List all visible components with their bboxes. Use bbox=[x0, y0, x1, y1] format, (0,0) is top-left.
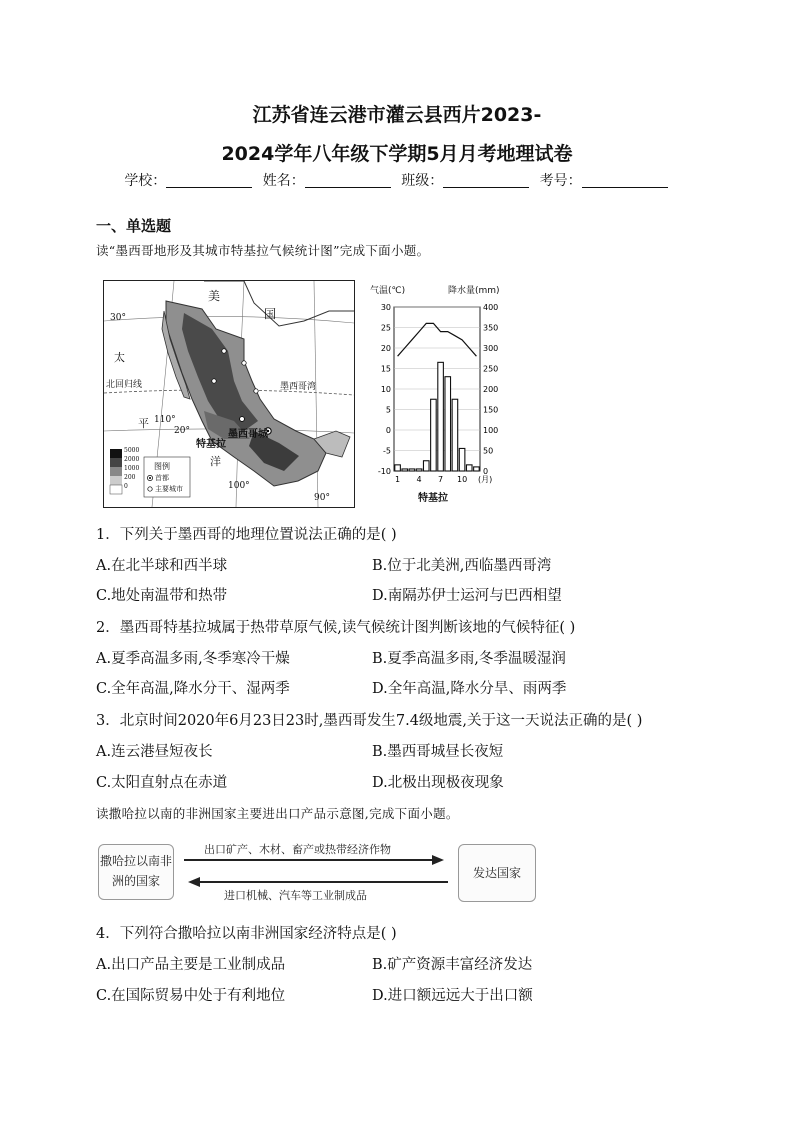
map-lat30: 30° bbox=[110, 313, 126, 323]
trade-flow-diagram bbox=[98, 836, 538, 908]
precip-tick-label: 50 bbox=[483, 446, 494, 456]
map-ocean-3: 洋 bbox=[210, 455, 221, 468]
precip-bar bbox=[416, 469, 422, 471]
map-lon90: 90° bbox=[314, 493, 330, 503]
map-legend-title: 图例 bbox=[154, 462, 170, 471]
flow-box-developed: 发达国家 bbox=[458, 844, 536, 902]
question-3-option-a[interactable]: A.连云港昼短夜长 bbox=[96, 744, 213, 760]
map-ocean-1: 太 bbox=[114, 351, 125, 364]
month-tick-label: 1 bbox=[395, 475, 401, 484]
climate-chart bbox=[368, 283, 518, 508]
map-elev-200: 200 bbox=[124, 474, 136, 481]
question-1-option-a[interactable]: A.在北半球和西半球 bbox=[96, 558, 228, 574]
field-school-blank[interactable] bbox=[166, 173, 252, 188]
map-tropic: 北回归线 bbox=[106, 380, 143, 390]
field-school-label: 学校： bbox=[124, 173, 167, 189]
flow-box-africa: 撒哈拉以南非洲的国家 bbox=[98, 844, 174, 900]
question-3-option-d[interactable]: D.北极出现极夜现象 bbox=[372, 775, 504, 791]
intro-text-1: 读“墨西哥地形及其城市特基拉气候统计图”完成下面小题。 bbox=[96, 243, 430, 258]
page-title-line2: 2024学年八年级下学期5月月考地理试卷 bbox=[221, 143, 573, 165]
map-lon110: 110° bbox=[154, 415, 176, 425]
precip-tick-label: 150 bbox=[483, 405, 499, 415]
field-id-blank[interactable] bbox=[582, 173, 668, 188]
precip-bar bbox=[438, 362, 444, 471]
page-title-line1: 江苏省连云港市灌云县西片2023- bbox=[252, 104, 542, 126]
map-label-us-2: 国 bbox=[264, 307, 277, 321]
precip-tick-label: 0 bbox=[483, 467, 489, 476]
precip-tick-label: 350 bbox=[483, 323, 499, 333]
precip-bar bbox=[474, 467, 480, 471]
question-2-option-d[interactable]: D.全年高温,降水分旱、雨两季 bbox=[372, 681, 567, 697]
temp-tick-label: 0 bbox=[385, 426, 391, 435]
temperature-line bbox=[398, 323, 477, 356]
temp-tick-label: 20 bbox=[380, 344, 391, 353]
precip-bar bbox=[431, 399, 437, 471]
temp-tick-label: 5 bbox=[385, 405, 391, 415]
question-2-option-c[interactable]: C.全年高温,降水分干、湿两季 bbox=[96, 681, 290, 697]
question-2-option-a[interactable]: A.夏季高温多雨,冬季寒冷干燥 bbox=[96, 651, 290, 667]
month-tick-label: 4 bbox=[416, 475, 422, 484]
question-3-option-c[interactable]: C.太阳直射点在赤道 bbox=[96, 775, 228, 791]
field-class-blank[interactable] bbox=[443, 173, 529, 188]
map-city-capital: 墨西哥城 bbox=[228, 429, 268, 440]
info-fields bbox=[0, 170, 794, 190]
question-4-option-a[interactable]: A.出口产品主要是工业制成品 bbox=[96, 957, 286, 973]
precip-tick-label: 300 bbox=[483, 344, 499, 353]
precip-bar bbox=[445, 377, 451, 471]
question-4-option-c[interactable]: C.在国际贸易中处于有利地位 bbox=[96, 988, 286, 1004]
map-legend-capital: 首都 bbox=[155, 474, 169, 482]
map-elev-1000: 1000 bbox=[124, 465, 140, 472]
intro-text-2: 读撒哈拉以南的非洲国家主要进出口产品示意图,完成下面小题。 bbox=[96, 806, 459, 821]
temp-tick-label: 25 bbox=[380, 323, 391, 333]
precip-tick-label: 400 bbox=[483, 303, 499, 312]
question-1-option-d[interactable]: D.南隔苏伊士运河与巴西相望 bbox=[372, 588, 562, 604]
precip-bar bbox=[459, 448, 465, 471]
temp-tick-label: 30 bbox=[380, 303, 391, 312]
question-3-stem: 3．北京时间2020年6月23日23时,墨西哥发生7.4级地震,关于这一天说法正确的是( ) bbox=[96, 713, 643, 729]
field-name-label: 姓名： bbox=[262, 173, 305, 189]
climate-temp-label: 气温(℃) bbox=[370, 286, 406, 296]
precip-bar bbox=[423, 461, 429, 471]
map-elev-2000: 2000 bbox=[124, 456, 140, 463]
precip-bar bbox=[466, 465, 472, 471]
precip-tick-label: 200 bbox=[483, 385, 499, 394]
question-2-stem: 2．墨西哥特基拉城属于热带草原气候,读气候统计图判断该地的气候特征( ) bbox=[96, 620, 576, 636]
question-4-option-d[interactable]: D.进口额远远大于出口额 bbox=[372, 988, 533, 1004]
temp-tick-label: 10 bbox=[380, 385, 391, 394]
temp-tick-label: -5 bbox=[383, 446, 391, 456]
map-ocean-2: 平 bbox=[138, 417, 149, 430]
flow-export-label: 出口矿产、木材、畜产或热带经济作物 bbox=[204, 843, 391, 856]
map-legend-city: 主要城市 bbox=[155, 485, 183, 493]
precip-bar bbox=[409, 469, 415, 471]
map-label-us-1: 美 bbox=[208, 289, 221, 303]
question-1-option-c[interactable]: C.地处南温带和热带 bbox=[96, 588, 228, 604]
map-gulf: 墨西哥湾 bbox=[280, 382, 317, 392]
question-3-option-b[interactable]: B.墨西哥城昼长夜短 bbox=[372, 744, 504, 760]
map-elev-5000: 5000 bbox=[124, 447, 140, 454]
map-lon100: 100° bbox=[228, 481, 250, 491]
field-class-label: 班级： bbox=[401, 173, 444, 189]
climate-precip-label: 降水量(mm) bbox=[448, 286, 500, 296]
field-name-blank[interactable] bbox=[305, 173, 391, 188]
precip-tick-label: 100 bbox=[483, 426, 499, 435]
field-id-label: 考号： bbox=[539, 173, 582, 189]
temp-tick-label: 15 bbox=[380, 364, 391, 374]
climate-caption: 特基拉 bbox=[418, 493, 448, 504]
map-city-tequila: 特基拉 bbox=[196, 439, 226, 450]
precip-tick-label: 250 bbox=[483, 364, 499, 374]
question-4-option-b[interactable]: B.矿产资源丰富经济发达 bbox=[372, 957, 533, 973]
question-4-stem: 4．下列符合撒哈拉以南非洲国家经济特点是( ) bbox=[96, 926, 397, 942]
precip-bar bbox=[395, 465, 401, 471]
section-title: 一、单选题 bbox=[96, 217, 172, 235]
map-elev-0: 0 bbox=[124, 483, 128, 490]
temp-tick-label: -10 bbox=[377, 467, 391, 476]
precip-bar bbox=[402, 469, 408, 471]
question-1-stem: 1．下列关于墨西哥的地理位置说法正确的是( ) bbox=[96, 527, 397, 543]
map-lat20: 20° bbox=[174, 426, 190, 436]
month-tick-label: 7 bbox=[438, 475, 444, 484]
question-1-option-b[interactable]: B.位于北美洲,西临墨西哥湾 bbox=[372, 558, 552, 574]
month-tick-label: 10 bbox=[456, 475, 468, 484]
question-2-option-b[interactable]: B.夏季高温多雨,冬季温暖湿润 bbox=[372, 651, 566, 667]
mexico-map bbox=[103, 280, 355, 508]
flow-import-label: 进口机械、汽车等工业制成品 bbox=[224, 889, 367, 902]
precip-bar bbox=[452, 399, 458, 471]
month-unit-label: (月) bbox=[478, 475, 493, 484]
